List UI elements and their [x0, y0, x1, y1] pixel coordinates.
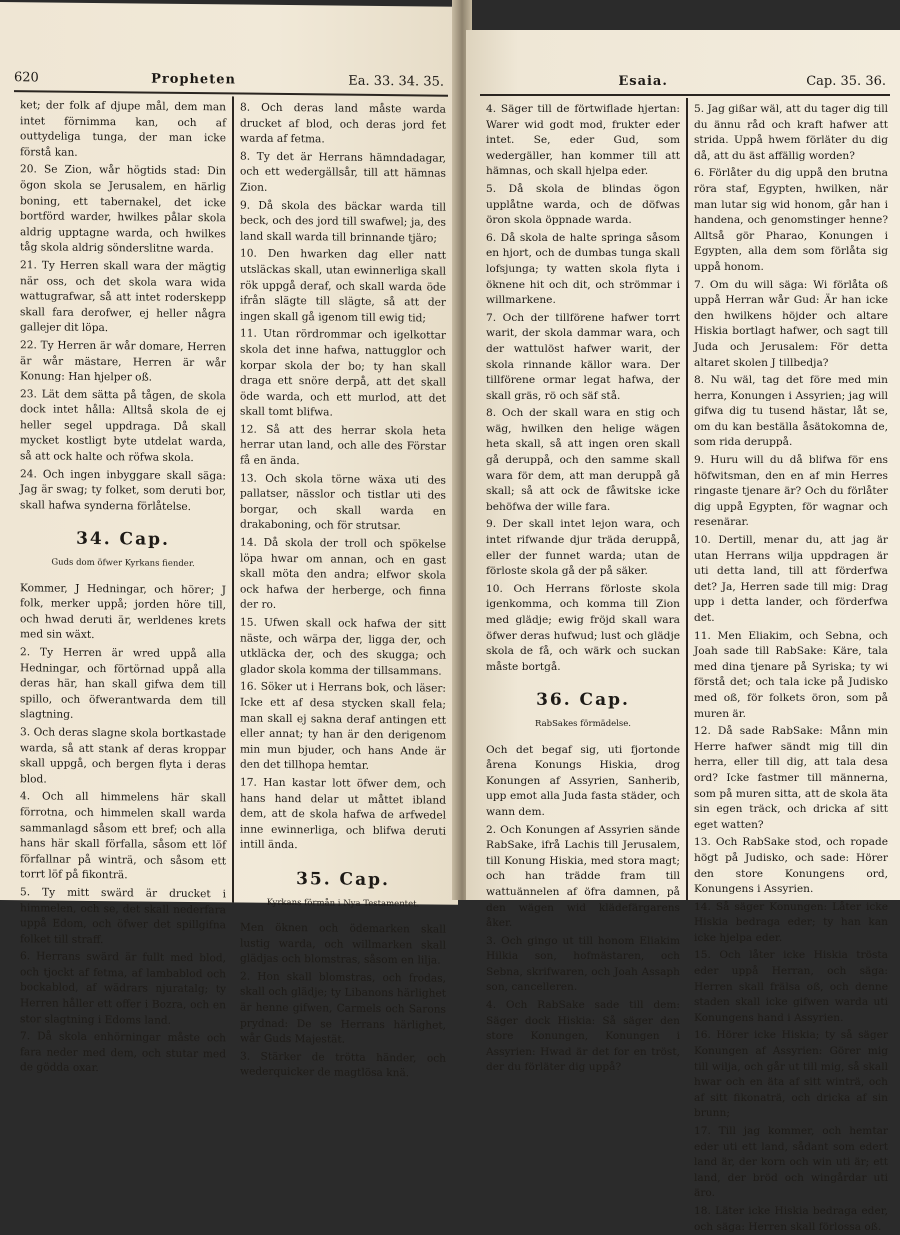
verse-paragraph: 3. Och gingo ut till honom Eliakim Hilkia son, hofmästaren, och Sebna, skrifwaren, och Joah Assaph son, cancelleren.: [486, 934, 680, 994]
verse-paragraph: 16. Söker ut i Herrans bok, och läser: Icke ett af desa stycken skall fela; man skall ej sakna deraf antingen ett eller annat; ty han är den derigenom min mun bjuder, och hans Ande är den det tillhopa hemtar.: [240, 680, 446, 773]
column-text: [20, 98, 226, 1078]
verse-paragraph: 9. Huru will du då blifwa för ens höfwitsman, den en af min Herres ringaste tjenare är? Och du förlåter dig uppå Egypten, för wagnar och resenärar.: [694, 454, 888, 529]
verse-paragraph: 8. Och der skall wara en stig och wäg, hwilken den helige wägen heta skall, så att ingen oren skall gå deruppå, och den samme skall wara för dem, att man deruppå gå skall; så att ock de fåwitske icke behöfwa der wille fara.: [486, 407, 680, 513]
column-text: [694, 102, 888, 1235]
verse-paragraph: 11. Utan rördrommar och igelkottar skola det inne hafwa, nattugglor och korpar skola der bo; ty han skall draga ett snöre derpå, att det skall öde warda, och ett murlod, att det skall tomt blifwa.: [240, 327, 446, 419]
column-text: [240, 101, 446, 1083]
column-text: [486, 102, 680, 1076]
verse-paragraph: Kommer, J Hedningar, och hörer; J folk, merker uppå; jorden höre till, och hwad deruti är, werldenes krets med sin wäxt.: [20, 581, 226, 642]
right-columns: [480, 98, 894, 1233]
verse-paragraph: 13. Och RabSake stod, och ropade högt på Judisko, och sade: Hörer den store Konungens ord, Konungens i Assyrien.: [694, 836, 888, 896]
verse-paragraph: 9. Då skola des bäckar warda till beck, och des jord till swafwel; ja, des land skall warda till brinnande tjäro;: [240, 199, 446, 245]
verse-paragraph: 10. Och Herrans förloste skola igenkomma, och komma till Zion med glädje; ewig fröjd skall wara öfwer deras hufwud; lust och glädje skola de få, och wärk och suckan måste bortgå.: [486, 582, 680, 673]
verse-paragraph: 24. Och ingen inbyggare skall säga: Jag är swag; ty folket, som deruti bor, skall hafwa synderna förlåtelse.: [20, 467, 226, 513]
left-running-head: [14, 70, 444, 90]
running-title: Esaia.: [618, 74, 668, 89]
verse-paragraph: Men öknen och ödemarken skall lustig warda, och willmarken skall glädjas och blomstras, såsom en lilja.: [240, 921, 446, 967]
verse-paragraph: 13. Och skola törne wäxa uti des pallatser, nässlor och tistlar uti des borgar, och skall warda en drakaboning, och för strutsar.: [240, 472, 446, 533]
column-left-2: [234, 96, 452, 1080]
verse-paragraph: Och det begaf sig, uti fjortonde årena Konungs Hiskia, drog Konungen af Assyrien, Sanherib, upp emot alla Juda fasta städer, och wann dem.: [486, 743, 680, 818]
chapter-heading: 34. Cap.: [76, 529, 170, 551]
column-right-2: [688, 98, 894, 1233]
verse-paragraph: 4. Och RabSake sade till dem: Säger dock Hiskia: Så säger den store Konungen, Konungen i Assyrien: Hwad är det for en tröst, der du förläter dig uppå?: [486, 999, 680, 1074]
verse-paragraph: 17. Till jag kommer, och hemtar eder uti ett land, sådant som edert land är, der korn och win uti är; ett land, der bröd och wingårdar uti äro.: [694, 1125, 888, 1200]
verse-paragraph: 17. Han kastar lott öfwer dem, och hans hand delar ut måttet ibland dem, att de skola hafwa de arfwedel inne ewinnerliga, och blifwa deruti intill ända.: [240, 776, 446, 852]
verse-paragraph: 23. Lät dem sätta på tågen, de skola dock intet hålla: Alltså skola de ej heller segel uppdraga. Då skall mycket kostligt byte utdelat warda, så att ock halte och röfwa skola.: [20, 387, 226, 465]
verse-paragraph: 2. Och Konungen af Assyrien sände RabSake, ifrå Lachis till Jerusalem, till Konung Hiskia, med stora magt; och han trädde fram till wattuännelen af öfra damnen, på den wägen wid klädefärgarens åker.: [486, 823, 680, 930]
chapter-heading: 35. Cap.: [296, 869, 390, 890]
left-page: [0, 2, 458, 1080]
verse-paragraph: 11. Men Eliakim, och Sebna, och Joah sade till RabSake: Käre, tala med dina tjenare på Syriska; ty wi förstå det; och tala icke på Judisko med oß, för folkets öron, som på muren är.: [694, 629, 888, 720]
verse-paragraph: 20. Se Zion, wår högtids stad: Din ögon skola se Jerusalem, en härlig boning, ett tabernakel, det icke bortförd warder, hwilkes pålar skola aldrig upptagne warda, och hwilkes tåg skola aldrig sönderslitne warda.: [20, 163, 226, 256]
verse-paragraph: 18. Läter icke Hiskia bedraga eder, och säga: Herren skall förlossa oß.: [694, 1204, 888, 1233]
right-running-head: [480, 74, 886, 89]
chapter-summary: Guds dom öfwer Kyrkans fiender.: [51, 557, 195, 570]
chapter-summary: Kyrkans förmån i Nya Testamentet.: [266, 897, 420, 909]
verse-paragraph: 4. Säger till de förtwiflade hjertan: Warer wid godt mod, frukter eder intet. Se, eder Gud, som wedergäller, han kommer till att hämnas, och skall hjelpa eder.: [486, 103, 680, 178]
header-rule: [480, 94, 890, 96]
verse-paragraph: 7. Om du will säga: Wi förlåta oß uppå Herran wår Gud: Är han icke den hwilkens höjder och altare Hiskia bortlagt hafwer, och sagt till Juda och Jerusalem: För detta altaret skolen J tillbedja?: [694, 278, 888, 369]
right-page: [466, 30, 900, 1233]
chapter-summary: RabSakes förmädelse.: [535, 718, 631, 729]
verse-paragraph: 5. Då skola de blindas ögon upplåtne warda, och de döfwas öron skola öppnade warda.: [486, 182, 680, 227]
verse-paragraph: 2. Ty Herren är wred uppå alla Hedningar, och förtörnad uppå alla deras här, han skall gifwa dem till spillo, och öfwerantwarda dem till slagtning.: [20, 646, 226, 722]
verse-paragraph: 3. Och deras slagne skola bortkastade warda, så att stank af deras kroppar skall uppgå, och bergen flyta i deras blod.: [20, 726, 226, 786]
verse-paragraph: 10. Den hwarken dag eller natt utsläckas skall, utan ewinnerliga skall rök uppgå deraf, och skall warda öde ifrån slägte till slägte, så att der ingen skall gå igenom till ewig tid;: [240, 247, 446, 325]
verse-paragraph: 5. Ty mitt swärd är drucket i himmelen, och se, det skall nederfara uppå Edom, och öfwer det spillgifna folket till straff.: [20, 886, 226, 946]
verse-paragraph: 4. Och all himmelens här skall förrotna, och himmelen skall warda sammanlagd såsom ett bref; och alla hans här skall förfalla, såsom ett löf förfallnar på winträ, och såsom ett torrt löf på fikonträ.: [20, 790, 226, 882]
chapter-reference: Ea. 33. 34. 35.: [348, 73, 444, 90]
verse-paragraph: 10. Dertill, menar du, att jag är utan Herrans wilja uppdragen är uti detta land, till att förderfwa det? Ja, Herren sade till mig: Drag upp i detta lander, och förderfwa det.: [694, 534, 888, 624]
column-left-1: [14, 94, 232, 1075]
verse-paragraph: 6. Herrans swärd är fullt med blod, och tjockt af fetma, af lambablod och bockablod, af wädrars njuratalg; ty Herren håller ett offer i Bozra, och en stor slagtning i Edoms land.: [20, 950, 226, 1027]
verse-paragraph: 8. Och deras land måste warda drucket af blod, och deras jord fet warda af fetma.: [240, 101, 446, 146]
verse-paragraph: 7. Då skola enhörningar måste och fara neder med dem, och stutar med de gödda oxar.: [20, 1030, 226, 1075]
verse-paragraph: 6. Förlåter du dig uppå den brutna röra staf, Egypten, hwilken, när man lutar sig wid honom, går han i handena, och genomstinger henne? Alltså gör Pharao, Konungen i Egypten, alla dem som förlåta sig uppå honom.: [694, 167, 888, 273]
verse-paragraph: 6. Då skola de halte springa såsom en hjort, och de dumbas tunga skall lofsjunga; ty watten skola flyta i öknene hit och dit, och strömmar i willmarkene.: [486, 231, 680, 307]
verse-paragraph: 9. Der skall intet lejon wara, och intet rifwande djur träda deruppå, eller der funnet warda; utan de förloste skola gå der på säker.: [486, 518, 680, 578]
verse-paragraph: 15. Ufwen skall ock hafwa der sitt näste, och wärpa der, ligga der, och utkläcka der, och des skugga; och glador skola komma der tillsammans.: [240, 616, 446, 678]
verse-paragraph: 3. Stärker de trötta händer, och wederquicker de magtlösa knä.: [240, 1050, 446, 1080]
verse-paragraph: ket; der folk af djupe mål, dem man intet förnimma kan, och af outtydeliga tunga, der man icke förstå kan.: [20, 99, 226, 159]
verse-paragraph: 16. Hörer icke Hiskia; ty så säger Konungen af Assyrien: Görer mig till wilja, och går ut till mig, så skall hwar och en äta af sitt winträ, och af sitt fikonaträ, och dricka af sin brunn;: [694, 1029, 888, 1120]
verse-paragraph: 12. Då sade RabSake: Månn min Herre hafwer sändt mig till din herra, eller till dig, att tala desa ord? Icke fastmer till männerna, som på muren sitta, att de skola äta sin egen träck, och dricka af sitt eget watten?: [694, 725, 888, 831]
verse-paragraph: 2. Hon skall blomstras, och frodas, skall och glädje; ty Libanons härlighet är henne gifwen, Carmels och Sarons prydnad: De se Herrans härlighet, wår Guds Majestät.: [240, 970, 446, 1046]
page-number: 620: [14, 70, 39, 86]
verse-paragraph: 5. Jag gißar wäl, att du tager dig till du ännu råd och kraft hafwer att strida. Uppå hwem förläter du dig då, att du äst affällig worden?: [694, 103, 888, 162]
chapter-heading: 36. Cap.: [536, 690, 630, 711]
verse-paragraph: 8. Nu wäl, tag det före med min herra, Konungen i Assyrien; jag will gifwa dig tu tusend hästar, låt se, om du kan beställa åsätokomna de, som rida deruppå.: [694, 374, 888, 449]
verse-paragraph: 14. Då skola der troll och spökelse löpa hwar om annan, och en gast skall möta den andra; elfwor skola ock hafwa der herberge, och finna der ro.: [240, 536, 446, 612]
verse-paragraph: 21. Ty Herren skall wara der mägtig när oss, och det skola wara wida wattugrafwar, så att intet roderskepp skall fara derofwer, ej heller några gallejer dit löpa.: [20, 259, 226, 335]
running-title: Propheten: [151, 71, 236, 88]
verse-paragraph: 22. Ty Herren är wår domare, Herren är wår mästare, Herren är wår Konung: Han hjelper oß.: [20, 339, 226, 384]
column-right-1: [480, 98, 686, 1074]
verse-paragraph: 15. Och låter icke Hiskia trösta eder uppå Herran, och säga: Herren skall frälsa oß, och denne staden skall icke gifwen warda uti Konungens hand i Assyrien.: [694, 949, 888, 1024]
chapter-reference: Cap. 35. 36.: [806, 74, 886, 89]
left-columns: [14, 94, 452, 1080]
verse-paragraph: 14. Så säger Konungen: Låter icke Hiskia bedraga eder; ty han kan icke hjelpa eder.: [694, 900, 888, 944]
verse-paragraph: 8. Ty det är Herrans hämndadagar, och ett wedergällsår, till att hämnas Zion.: [240, 150, 446, 194]
verse-paragraph: 12. Så att des herrar skola heta herrar utan land, och alle des Förstar få en ända.: [240, 423, 446, 468]
verse-paragraph: 7. Och der tillförene hafwer torrt warit, der skola dammar wara, och der wattulöst hafwer warit, der skola rinnande källor wara. Der tillförene ormar legat hafwa, der skall gräs, rö och säf stå.: [486, 311, 680, 402]
